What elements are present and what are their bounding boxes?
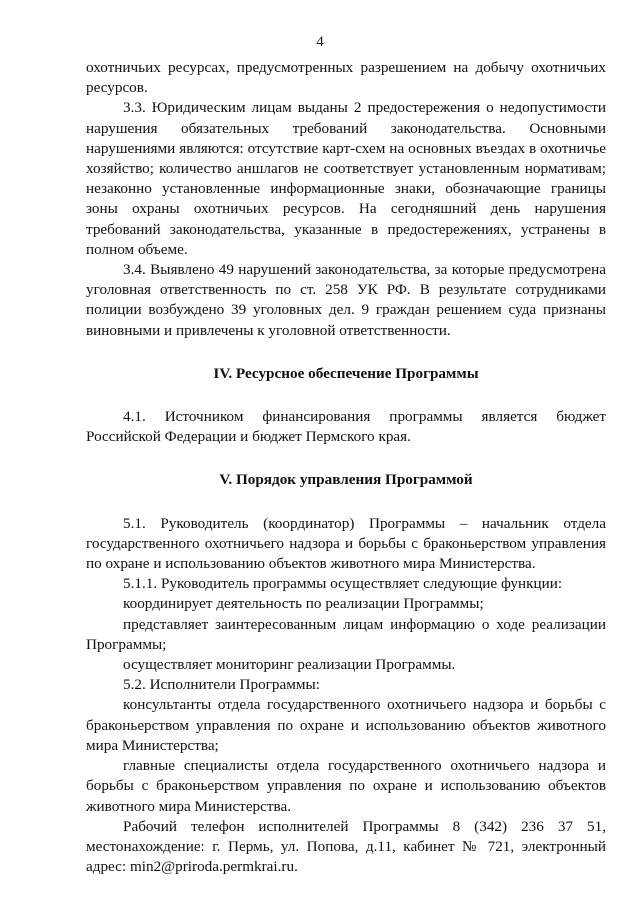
function-monitors: осуществляет мониторинг реализации Программы. [123, 656, 456, 674]
paragraph-continuation: охотничьих ресурсах, предусмотренных разрешением на добычу охотничьих ресурсов. [86, 59, 606, 97]
paragraph-5-2: 5.2. Исполнители Программы: [123, 676, 320, 694]
paragraph-3-3: 3.3. Юридическим лицам выданы 2 предостережения о недопустимости нарушения обязательных требований законодательства. Основными нарушениями являются: отсутствие карт-схем на основных въездах в охотничье хозяйство; количество аншлагов не соответствует установленным нормативам; незаконно установленные информационные знаки, обозначающие границы зоны охраны охотничьих ресурсов. На сегодняшний день нарушения требований законодательства, указанные в предостережениях, устранены в полном объеме. [86, 99, 606, 258]
page-content [86, 58, 606, 877]
function-coordinates: координирует деятельность по реализации Программы; [123, 595, 484, 613]
section-5-heading: V. Порядок управления Программой [219, 471, 473, 489]
paragraph-5-1-1: 5.1.1. Руководитель программы осуществляет следующие функции: [123, 575, 563, 593]
paragraph-3-4: 3.4. Выявлено 49 нарушений законодательства, за которые предусмотрена уголовная ответственность по ст. 258 УК РФ. В результате сотрудниками полиции возбуждено 39 уголовных дел. 9 граждан решением суда признаны виновными и привлечены к уголовной ответственности. [86, 261, 606, 339]
paragraph-5-1: 5.1. Руководитель (координатор) Программы – начальник отдела государственного охотничьего надзора и борьбы с браконьерством управления по охране и использованию объектов животного мира Министерства. [86, 514, 606, 573]
paragraph-4-1: 4.1. Источником финансирования программы является бюджет Российской Федерации и бюджет Пермского края. [86, 408, 606, 446]
contact-info: Рабочий телефон исполнителей Программы 8 (342) 236 37 51, местонахождение: г. Пермь, ул. Попова, д.11, кабинет № 721, электронный адрес: min2@priroda.permkrai.ru. [86, 817, 606, 876]
executors-consultants: консультанты отдела государственного охотничьего надзора и борьбы с браконьерством управления по охране и использованию объектов животного мира Министерства; [86, 696, 606, 754]
function-informs: представляет заинтересованным лицам информацию о ходе реализации Программы; [86, 615, 606, 653]
page-number: 4 [316, 34, 324, 50]
section-4-heading: IV. Ресурсное обеспечение Программы [213, 364, 479, 382]
executors-specialists: главные специалисты отдела государственного охотничьего надзора и борьбы с браконьерством управления по охране и использованию объектов животного мира Министерства. [86, 757, 606, 815]
